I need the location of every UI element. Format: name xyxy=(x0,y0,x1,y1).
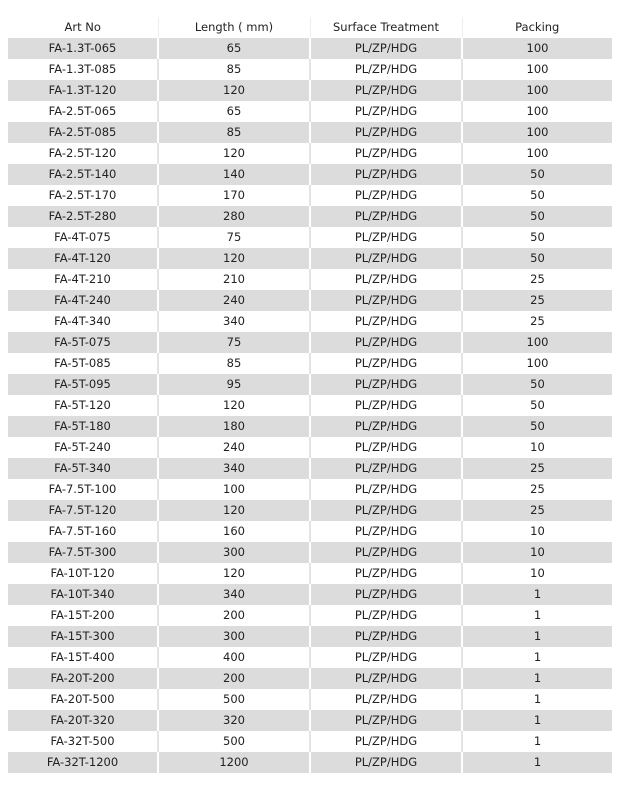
length-cell: 200 xyxy=(158,668,310,689)
table-row xyxy=(8,668,612,689)
packing-cell: 25 xyxy=(462,479,612,500)
packing-cell: 25 xyxy=(462,269,612,290)
length-cell: 120 xyxy=(158,563,310,584)
packing-cell: 1 xyxy=(462,689,612,710)
length-cell: 120 xyxy=(158,395,310,416)
length-cell: 210 xyxy=(158,269,310,290)
surface-treatment-cell: PL/ZP/HDG xyxy=(310,143,462,164)
table-row xyxy=(8,311,612,332)
packing-cell: 100 xyxy=(462,143,612,164)
art-no-cell: FA-1.3T-085 xyxy=(8,59,158,80)
surface-treatment-cell: PL/ZP/HDG xyxy=(310,164,462,185)
art-no-cell: FA-4T-120 xyxy=(8,248,158,269)
length-cell: 180 xyxy=(158,416,310,437)
packing-cell: 1 xyxy=(462,647,612,668)
length-cell: 340 xyxy=(158,584,310,605)
surface-treatment-cell: PL/ZP/HDG xyxy=(310,731,462,752)
surface-treatment-cell: PL/ZP/HDG xyxy=(310,416,462,437)
packing-cell: 1 xyxy=(462,752,612,773)
surface-treatment-cell: PL/ZP/HDG xyxy=(310,626,462,647)
art-no-cell: FA-15T-400 xyxy=(8,647,158,668)
packing-cell: 1 xyxy=(462,605,612,626)
column-header-art-no: Art No xyxy=(8,17,158,38)
packing-cell: 25 xyxy=(462,500,612,521)
length-cell: 85 xyxy=(158,122,310,143)
art-no-cell: FA-2.5T-085 xyxy=(8,122,158,143)
packing-cell: 50 xyxy=(462,206,612,227)
art-no-cell: FA-32T-1200 xyxy=(8,752,158,773)
surface-treatment-cell: PL/ZP/HDG xyxy=(310,311,462,332)
table-body xyxy=(8,38,612,773)
packing-cell: 10 xyxy=(462,521,612,542)
art-no-cell: FA-5T-095 xyxy=(8,374,158,395)
packing-cell: 50 xyxy=(462,374,612,395)
surface-treatment-cell: PL/ZP/HDG xyxy=(310,563,462,584)
packing-cell: 10 xyxy=(462,542,612,563)
table-row xyxy=(8,374,612,395)
table-row xyxy=(8,458,612,479)
table-row xyxy=(8,38,612,59)
column-header-length: Length ( mm) xyxy=(158,17,310,38)
table-row xyxy=(8,710,612,731)
length-cell: 120 xyxy=(158,80,310,101)
surface-treatment-cell: PL/ZP/HDG xyxy=(310,500,462,521)
art-no-cell: FA-5T-075 xyxy=(8,332,158,353)
length-cell: 120 xyxy=(158,500,310,521)
art-no-cell: FA-2.5T-170 xyxy=(8,185,158,206)
packing-cell: 100 xyxy=(462,59,612,80)
length-cell: 100 xyxy=(158,479,310,500)
art-no-cell: FA-5T-120 xyxy=(8,395,158,416)
packing-cell: 1 xyxy=(462,710,612,731)
packing-cell: 100 xyxy=(462,332,612,353)
packing-cell: 25 xyxy=(462,311,612,332)
table-row xyxy=(8,59,612,80)
surface-treatment-cell: PL/ZP/HDG xyxy=(310,269,462,290)
table-row xyxy=(8,626,612,647)
length-cell: 240 xyxy=(158,290,310,311)
packing-cell: 50 xyxy=(462,185,612,206)
surface-treatment-cell: PL/ZP/HDG xyxy=(310,584,462,605)
length-cell: 85 xyxy=(158,59,310,80)
packing-cell: 100 xyxy=(462,38,612,59)
table-row xyxy=(8,227,612,248)
length-cell: 170 xyxy=(158,185,310,206)
surface-treatment-cell: PL/ZP/HDG xyxy=(310,437,462,458)
packing-cell: 1 xyxy=(462,731,612,752)
table-row xyxy=(8,185,612,206)
table-row xyxy=(8,689,612,710)
length-cell: 500 xyxy=(158,731,310,752)
art-no-cell: FA-4T-240 xyxy=(8,290,158,311)
packing-cell: 10 xyxy=(462,563,612,584)
table-row xyxy=(8,563,612,584)
surface-treatment-cell: PL/ZP/HDG xyxy=(310,374,462,395)
art-no-cell: FA-20T-500 xyxy=(8,689,158,710)
art-no-cell: FA-7.5T-100 xyxy=(8,479,158,500)
table-header-row xyxy=(8,17,612,38)
packing-cell: 50 xyxy=(462,248,612,269)
length-cell: 300 xyxy=(158,626,310,647)
packing-cell: 50 xyxy=(462,395,612,416)
surface-treatment-cell: PL/ZP/HDG xyxy=(310,290,462,311)
table-row xyxy=(8,122,612,143)
packing-cell: 50 xyxy=(462,164,612,185)
length-cell: 95 xyxy=(158,374,310,395)
art-no-cell: FA-10T-340 xyxy=(8,584,158,605)
table-row xyxy=(8,143,612,164)
length-cell: 280 xyxy=(158,206,310,227)
packing-cell: 100 xyxy=(462,80,612,101)
art-no-cell: FA-4T-340 xyxy=(8,311,158,332)
art-no-cell: FA-2.5T-120 xyxy=(8,143,158,164)
surface-treatment-cell: PL/ZP/HDG xyxy=(310,647,462,668)
table-row xyxy=(8,416,612,437)
art-no-cell: FA-15T-200 xyxy=(8,605,158,626)
art-no-cell: FA-2.5T-065 xyxy=(8,101,158,122)
surface-treatment-cell: PL/ZP/HDG xyxy=(310,605,462,626)
art-no-cell: FA-15T-300 xyxy=(8,626,158,647)
length-cell: 1200 xyxy=(158,752,310,773)
table-row xyxy=(8,395,612,416)
surface-treatment-cell: PL/ZP/HDG xyxy=(310,710,462,731)
art-no-cell: FA-5T-180 xyxy=(8,416,158,437)
table-row xyxy=(8,584,612,605)
packing-cell: 10 xyxy=(462,437,612,458)
length-cell: 120 xyxy=(158,143,310,164)
table-row xyxy=(8,248,612,269)
surface-treatment-cell: PL/ZP/HDG xyxy=(310,668,462,689)
length-cell: 75 xyxy=(158,332,310,353)
art-no-cell: FA-10T-120 xyxy=(8,563,158,584)
packing-cell: 100 xyxy=(462,353,612,374)
surface-treatment-cell: PL/ZP/HDG xyxy=(310,185,462,206)
length-cell: 400 xyxy=(158,647,310,668)
length-cell: 340 xyxy=(158,458,310,479)
table-row xyxy=(8,500,612,521)
length-cell: 75 xyxy=(158,227,310,248)
art-no-cell: FA-5T-085 xyxy=(8,353,158,374)
art-no-cell: FA-5T-240 xyxy=(8,437,158,458)
table-row xyxy=(8,80,612,101)
art-no-cell: FA-20T-200 xyxy=(8,668,158,689)
table-row xyxy=(8,290,612,311)
art-no-cell: FA-5T-340 xyxy=(8,458,158,479)
surface-treatment-cell: PL/ZP/HDG xyxy=(310,752,462,773)
surface-treatment-cell: PL/ZP/HDG xyxy=(310,38,462,59)
table-row xyxy=(8,752,612,773)
art-no-cell: FA-4T-075 xyxy=(8,227,158,248)
table-row xyxy=(8,332,612,353)
packing-cell: 50 xyxy=(462,416,612,437)
packing-cell: 1 xyxy=(462,584,612,605)
packing-cell: 25 xyxy=(462,290,612,311)
length-cell: 85 xyxy=(158,353,310,374)
surface-treatment-cell: PL/ZP/HDG xyxy=(310,206,462,227)
table-row xyxy=(8,521,612,542)
length-cell: 500 xyxy=(158,689,310,710)
art-no-cell: FA-2.5T-280 xyxy=(8,206,158,227)
art-no-cell: FA-7.5T-300 xyxy=(8,542,158,563)
table-row xyxy=(8,437,612,458)
length-cell: 320 xyxy=(158,710,310,731)
surface-treatment-cell: PL/ZP/HDG xyxy=(310,395,462,416)
surface-treatment-cell: PL/ZP/HDG xyxy=(310,689,462,710)
surface-treatment-cell: PL/ZP/HDG xyxy=(310,458,462,479)
art-no-cell: FA-2.5T-140 xyxy=(8,164,158,185)
length-cell: 240 xyxy=(158,437,310,458)
surface-treatment-cell: PL/ZP/HDG xyxy=(310,353,462,374)
table-row xyxy=(8,164,612,185)
surface-treatment-cell: PL/ZP/HDG xyxy=(310,227,462,248)
table-row xyxy=(8,206,612,227)
table-row xyxy=(8,542,612,563)
surface-treatment-cell: PL/ZP/HDG xyxy=(310,248,462,269)
packing-cell: 1 xyxy=(462,626,612,647)
surface-treatment-cell: PL/ZP/HDG xyxy=(310,122,462,143)
surface-treatment-cell: PL/ZP/HDG xyxy=(310,542,462,563)
packing-cell: 50 xyxy=(462,227,612,248)
surface-treatment-cell: PL/ZP/HDG xyxy=(310,80,462,101)
product-table-container xyxy=(8,17,612,773)
length-cell: 120 xyxy=(158,248,310,269)
packing-cell: 1 xyxy=(462,668,612,689)
table-row xyxy=(8,731,612,752)
length-cell: 160 xyxy=(158,521,310,542)
art-no-cell: FA-7.5T-120 xyxy=(8,500,158,521)
art-no-cell: FA-20T-320 xyxy=(8,710,158,731)
packing-cell: 100 xyxy=(462,122,612,143)
length-cell: 300 xyxy=(158,542,310,563)
art-no-cell: FA-4T-210 xyxy=(8,269,158,290)
surface-treatment-cell: PL/ZP/HDG xyxy=(310,521,462,542)
table-row xyxy=(8,269,612,290)
table-row xyxy=(8,647,612,668)
column-header-packing: Packing xyxy=(462,17,612,38)
length-cell: 65 xyxy=(158,38,310,59)
length-cell: 65 xyxy=(158,101,310,122)
table-row xyxy=(8,353,612,374)
art-no-cell: FA-7.5T-160 xyxy=(8,521,158,542)
surface-treatment-cell: PL/ZP/HDG xyxy=(310,101,462,122)
surface-treatment-cell: PL/ZP/HDG xyxy=(310,479,462,500)
art-no-cell: FA-1.3T-120 xyxy=(8,80,158,101)
column-header-surface-treatment: Surface Treatment xyxy=(310,17,462,38)
surface-treatment-cell: PL/ZP/HDG xyxy=(310,332,462,353)
surface-treatment-cell: PL/ZP/HDG xyxy=(310,59,462,80)
length-cell: 340 xyxy=(158,311,310,332)
length-cell: 140 xyxy=(158,164,310,185)
table-row xyxy=(8,101,612,122)
table-row xyxy=(8,479,612,500)
product-spec-table xyxy=(8,17,612,773)
art-no-cell: FA-1.3T-065 xyxy=(8,38,158,59)
art-no-cell: FA-32T-500 xyxy=(8,731,158,752)
packing-cell: 100 xyxy=(462,101,612,122)
length-cell: 200 xyxy=(158,605,310,626)
packing-cell: 25 xyxy=(462,458,612,479)
table-row xyxy=(8,605,612,626)
